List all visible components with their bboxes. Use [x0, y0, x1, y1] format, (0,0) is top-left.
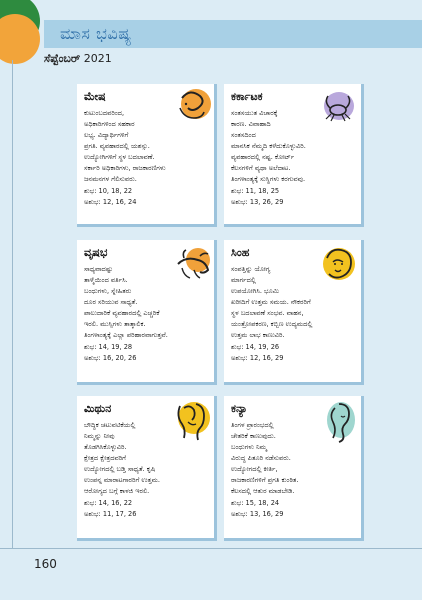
prediction-line: ಮಾನಸಿಕ ನೆಮ್ಮದಿ ಕಳೆದುಕೊಳ್ಳುವಿರಿ.	[231, 142, 306, 150]
prediction-line: ರಾಜಕಾರಣಿಗಳಿಗೆ ಪ್ರಗತಿ ಕುಂಠಿತ.	[231, 476, 299, 484]
prediction-line: ಕ್ಷೇತ್ರದ ಕ್ಷೇತ್ರದವರಿಗೆ	[84, 454, 127, 462]
prediction-text	[84, 264, 208, 364]
footer-rule	[0, 548, 422, 549]
prediction-line: ತಿಂಗಳ ಪ್ರಾರಂಭದಲ್ಲಿ	[231, 421, 274, 429]
prediction-line: ವಿರುದ್ಧ ಪಿತೂರಿ ನಡೆಸುವರು.	[231, 454, 291, 462]
caution-dates: ಅಶುಭ: 12, 16, 29	[231, 354, 284, 362]
month-label: ಸೆಪ್ಟೆಂಬರ್	[44, 52, 81, 65]
prediction-line: ಉಪಯೋಗಿಸಿ. ಭೂಮಿ	[231, 287, 280, 295]
horoscope-card-mesha	[77, 84, 217, 227]
caution-dates: ಅಶುಭ: 13, 26, 29	[231, 198, 284, 206]
sign-name: ಕರ್ಕಾಟಕ	[231, 90, 263, 103]
prediction-line: ಸಂಪತ್ತಿನ್ನು ಯೋಗ್ಯ	[231, 265, 271, 273]
prediction-line: ಅಧಿಕಾರಿಗಳಿಂದ ಸಹಕಾರ	[84, 120, 135, 128]
prediction-line: ತಿಂಗಳಾಂತ್ಯಕ್ಕೆ ಎಲ್ಲಾ ಪರಿಹಾರವಾಗುತ್ತವೆ.	[84, 331, 168, 339]
prediction-text	[231, 264, 355, 364]
prediction-line: ಸಾಧ್ಯವಾದಷ್ಟು	[84, 265, 113, 273]
prediction-line: ಇರಲಿ. ಮುಸ್ಸಿಗಳು ತಾತ್ಕಾಲಿಕ.	[84, 320, 146, 328]
prediction-line: ಆರೋಗ್ಯದ ಬಗ್ಗೆ ಕಾಳಜಿ ಇರಲಿ.	[84, 487, 150, 495]
prediction-line: ಪಾಲುದಾರಿಕೆ ವ್ಯವಹಾರದಲ್ಲಿ ಎಚ್ಚರಿಕೆ	[84, 309, 160, 317]
prediction-line: ಸಂತಸದಿಂದ	[231, 131, 256, 139]
prediction-line: ಚೇತರಿಕೆ ಕಾಣುವುದು.	[231, 432, 276, 440]
prediction-line: ಕೆಲಸದಲ್ಲಿ ಆತುರ ಮಾಡಬೇಡಿ.	[231, 487, 295, 495]
prediction-line: ಉದ್ಯೋಗದಲ್ಲಿ ಕೀರ್ತಿ,	[231, 465, 278, 473]
margin-rule	[12, 60, 13, 548]
prediction-text	[84, 420, 208, 520]
lucky-dates: ಶುಭ: 10, 18, 22	[84, 187, 133, 195]
caution-dates: ಅಶುಭ: 16, 20, 26	[84, 354, 137, 362]
horoscope-card-mithuna	[77, 396, 217, 541]
horoscope-card-kanya	[224, 396, 364, 541]
horoscope-card-simha	[224, 240, 364, 385]
sign-name: ಕನ್ಯಾ	[231, 402, 248, 415]
prediction-line: ಉತ್ತಮ ಲಾಭ ಕಾಣುವಿರಿ.	[231, 331, 285, 339]
lucky-dates: ಶುಭ: 14, 19, 26	[231, 343, 280, 351]
sign-name: ಮಿಥುನ	[84, 402, 112, 415]
lucky-dates: ಶುಭ: 14, 16, 22	[84, 499, 133, 507]
prediction-line: ಲಭ್ಯ. ವಿದ್ಯಾರ್ಥಿಗಳಿಗೆ	[84, 131, 129, 139]
prediction-line: ಪ್ರಗತಿ. ವ್ಯವಹಾರದಲ್ಲಿ ಯಶಸ್ಸು.	[84, 142, 150, 150]
prediction-text	[231, 420, 355, 520]
horoscope-card-karkataka	[224, 84, 364, 227]
prediction-line: ಸರ್ಕಾರಿ ಅಧಿಕಾರಿಗಳು, ರಾಜಕಾರಣಿಗಳು	[84, 164, 166, 172]
sign-name: ಸಿಂಹ	[231, 246, 250, 259]
lucky-dates: ಶುಭ: 14, 19, 28	[84, 343, 133, 351]
prediction-line: ಜನಮನಗಳ ಗೆಲಿಸುವರು.	[84, 175, 137, 183]
caution-dates: ಅಶುಭ: 13, 16, 29	[231, 510, 284, 518]
sign-name: ವೃಷಭ	[84, 246, 108, 259]
prediction-line: ಸ್ಥಳ ಬದಲಾವಣೆ ಸಂಭವ. ವಾಹನ,	[231, 309, 304, 317]
prediction-line: ಕೆಲಸಗಳಿಗೆ ವ್ಯಥಾ ಅಲೆದಾಟ.	[231, 164, 291, 172]
prediction-line: ಕಾರಣ. ವಿವಾಹಾದಿ	[231, 120, 271, 128]
prediction-line: ವ್ಯವಹಾರದಲ್ಲಿ ನಷ್ಟ. ಕೋರ್ಟ್	[231, 153, 295, 161]
caution-dates: ಅಶುಭ: 11, 17, 26	[84, 510, 137, 518]
prediction-text	[84, 108, 208, 208]
horoscope-card-vrushabha	[77, 240, 217, 385]
prediction-line: ಯಂತ್ರೋಪಕರಣ, ಕಬ್ಬಿಣ ಉದ್ಯಮದಲ್ಲಿ	[231, 320, 313, 328]
prediction-line: ಖರೀದಿಗೆ ಉತ್ತಮ ಸಮಯ. ನೌಕರರಿಗೆ	[231, 298, 311, 306]
prediction-line: ತಾಳ್ಮೆಯಿಂದ ವರ್ತಿಸಿ.	[84, 276, 128, 284]
prediction-line: ತಿಂಗಳಾಂತ್ಯಕ್ಕೆ ಸುಸ್ಥಿಗಳು ಕರಗುವವು.	[231, 175, 306, 183]
year-label: 2021	[83, 52, 112, 65]
caution-dates: ಅಶುಭ: 12, 16, 24	[84, 198, 137, 206]
sign-name: ಮೇಷ	[84, 90, 106, 103]
prediction-line: ಬಂಧುಗಳು ನಿಮ್ಮ	[231, 443, 267, 451]
month-subtitle	[44, 52, 112, 66]
prediction-line: ದೂರ ಸರಿಯುವ ಸಾಧ್ಯತೆ.	[84, 298, 138, 306]
lucky-dates: ಶುಭ: 15, 18, 24	[231, 499, 280, 507]
prediction-line: ಉದ್ಯೋಗದಲ್ಲಿ ಬಡ್ತಿ ಸಾಧ್ಯತೆ. ಕೃಷಿ	[84, 465, 156, 473]
prediction-line: ಉಂಪನ್ನ ಮಾರಾಟಗಾರರಿಗೆ ಉತ್ತಮ.	[84, 476, 160, 484]
prediction-text	[231, 108, 355, 208]
page-title: ಮಾಸ ಭವಿಷ್ಯ	[60, 24, 132, 43]
prediction-line: ಮಾರ್ಗದಲ್ಲಿ	[231, 276, 256, 284]
prediction-line: ಬೌದ್ಧಿಕ ಚಟುವಟಿಕೆಯಲ್ಲಿ	[84, 421, 136, 429]
prediction-line: ತೊಡಗಿಸಿಕೊಳ್ಳುವಿರಿ.	[84, 443, 127, 451]
lucky-dates: ಶುಭ: 11, 18, 25	[231, 187, 280, 195]
prediction-line: ಬಂಧುಗಳು, ಸ್ನೇಹಿತರು	[84, 287, 132, 295]
prediction-line: ಉದ್ಯೋಗಿಗಳಿಗೆ ಸ್ಥಳ ಬದಲಾವಣೆ.	[84, 153, 155, 161]
prediction-line: ಸಂತಸಯುತ ವಿಚಾರಕ್ಕೆ	[231, 109, 278, 117]
prediction-line: ಕುಟುಂಬದವರಿಂದ,	[84, 109, 125, 117]
page-number: 160	[34, 557, 57, 571]
prediction-line: ನಿಮ್ಮನ್ನು ನೀವು	[84, 432, 115, 440]
